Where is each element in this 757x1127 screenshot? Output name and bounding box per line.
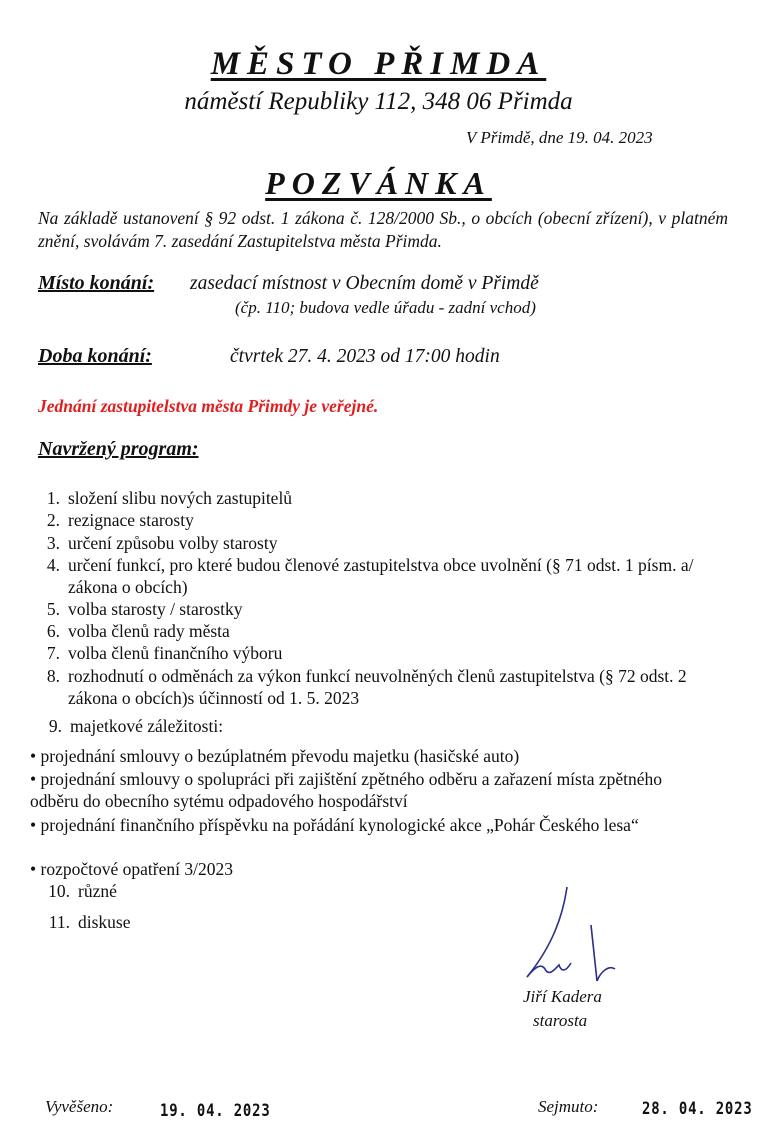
- invitation-intro: Na základě ustanovení § 92 odst. 1 zákona č. 128/2000 Sb., o obcích (obecní zřízení), v platném znění, svolávám 7. zasedání Zastupitelstva města Přimda.: [38, 208, 728, 251]
- program-item-7: 7. volba členů finančního výboru: [46, 643, 283, 663]
- program-label: Navržený program:: [38, 438, 199, 460]
- program-item-9: 9. majetkové záležitosti:: [48, 716, 224, 736]
- venue-label: Místo konání:: [38, 272, 155, 294]
- posted-label: Vyvěšeno:: [45, 1097, 114, 1116]
- program-item-4: 4. určení funkcí, pro které budou členové zastupitelstva obce uvolnění (§ 71 odst. 1 písm. a/ zákona o obcích): [46, 555, 694, 597]
- removed-label: Sejmuto:: [538, 1097, 599, 1116]
- town-title: MĚSTO PŘIMDA: [210, 46, 547, 82]
- program-item-6: 6. volba členů rady města: [46, 621, 230, 641]
- time-value: čtvrtek 27. 4. 2023 od 17:00 hodin: [230, 346, 500, 367]
- posted-date-stamp: 19. 04. 2023: [160, 1101, 271, 1121]
- program-item-3: 3. určení způsobu volby starosty: [46, 533, 278, 553]
- removed-date-stamp: 28. 04. 2023: [642, 1099, 753, 1119]
- signatory-role: starosta: [533, 1011, 588, 1030]
- program-item-10: 10. různé: [48, 881, 117, 901]
- town-address: náměstí Republiky 112, 348 06 Přimda: [184, 88, 573, 115]
- program-item-8: 8. rozhodnutí o odměnách za výkon funkcí neuvolněných členů zastupitelstva (§ 72 odst. 2 zákona o obcích)s účinností od 1. 5. 2023: [46, 666, 687, 708]
- time-label: Doba konání:: [38, 345, 152, 367]
- venue-detail: (čp. 110; budova vedle úřadu - zadní vchod): [235, 298, 536, 317]
- program-subitem-4: • rozpočtové opatření 3/2023: [30, 859, 233, 879]
- program-subitem-1: • projednání smlouvy o bezúplatném převodu majetku (hasičské auto): [30, 746, 520, 766]
- program-item-2: 2. rezignace starosty: [46, 510, 194, 530]
- program-item-11: 11. diskuse: [48, 912, 131, 932]
- program-subitem-2: • projednání smlouvy o spolupráci při zajištění zpětného odběru a zařazení místa zpětného odběru do obecního sytému odpadového hospodářství: [30, 769, 663, 811]
- place-date: V Přimdě, dne 19. 04. 2023: [466, 128, 653, 147]
- handwritten-signature: [505, 885, 635, 995]
- signatory-name: Jiří Kadera: [523, 987, 602, 1006]
- program-item-5: 5. volba starosty / starostky: [46, 599, 243, 619]
- invitation-title: POZVÁNKA: [265, 165, 492, 201]
- program-item-1: 1. složení slibu nových zastupitelů: [46, 488, 293, 508]
- venue-value: zasedací místnost v Obecním domě v Přimdě: [190, 273, 539, 294]
- program-subitem-3: • projednání finančního příspěvku na pořádání kynologické akce „Pohár Českého lesa“: [30, 815, 639, 835]
- public-notice: Jednání zastupitelstva města Přimdy je veřejné.: [38, 396, 379, 416]
